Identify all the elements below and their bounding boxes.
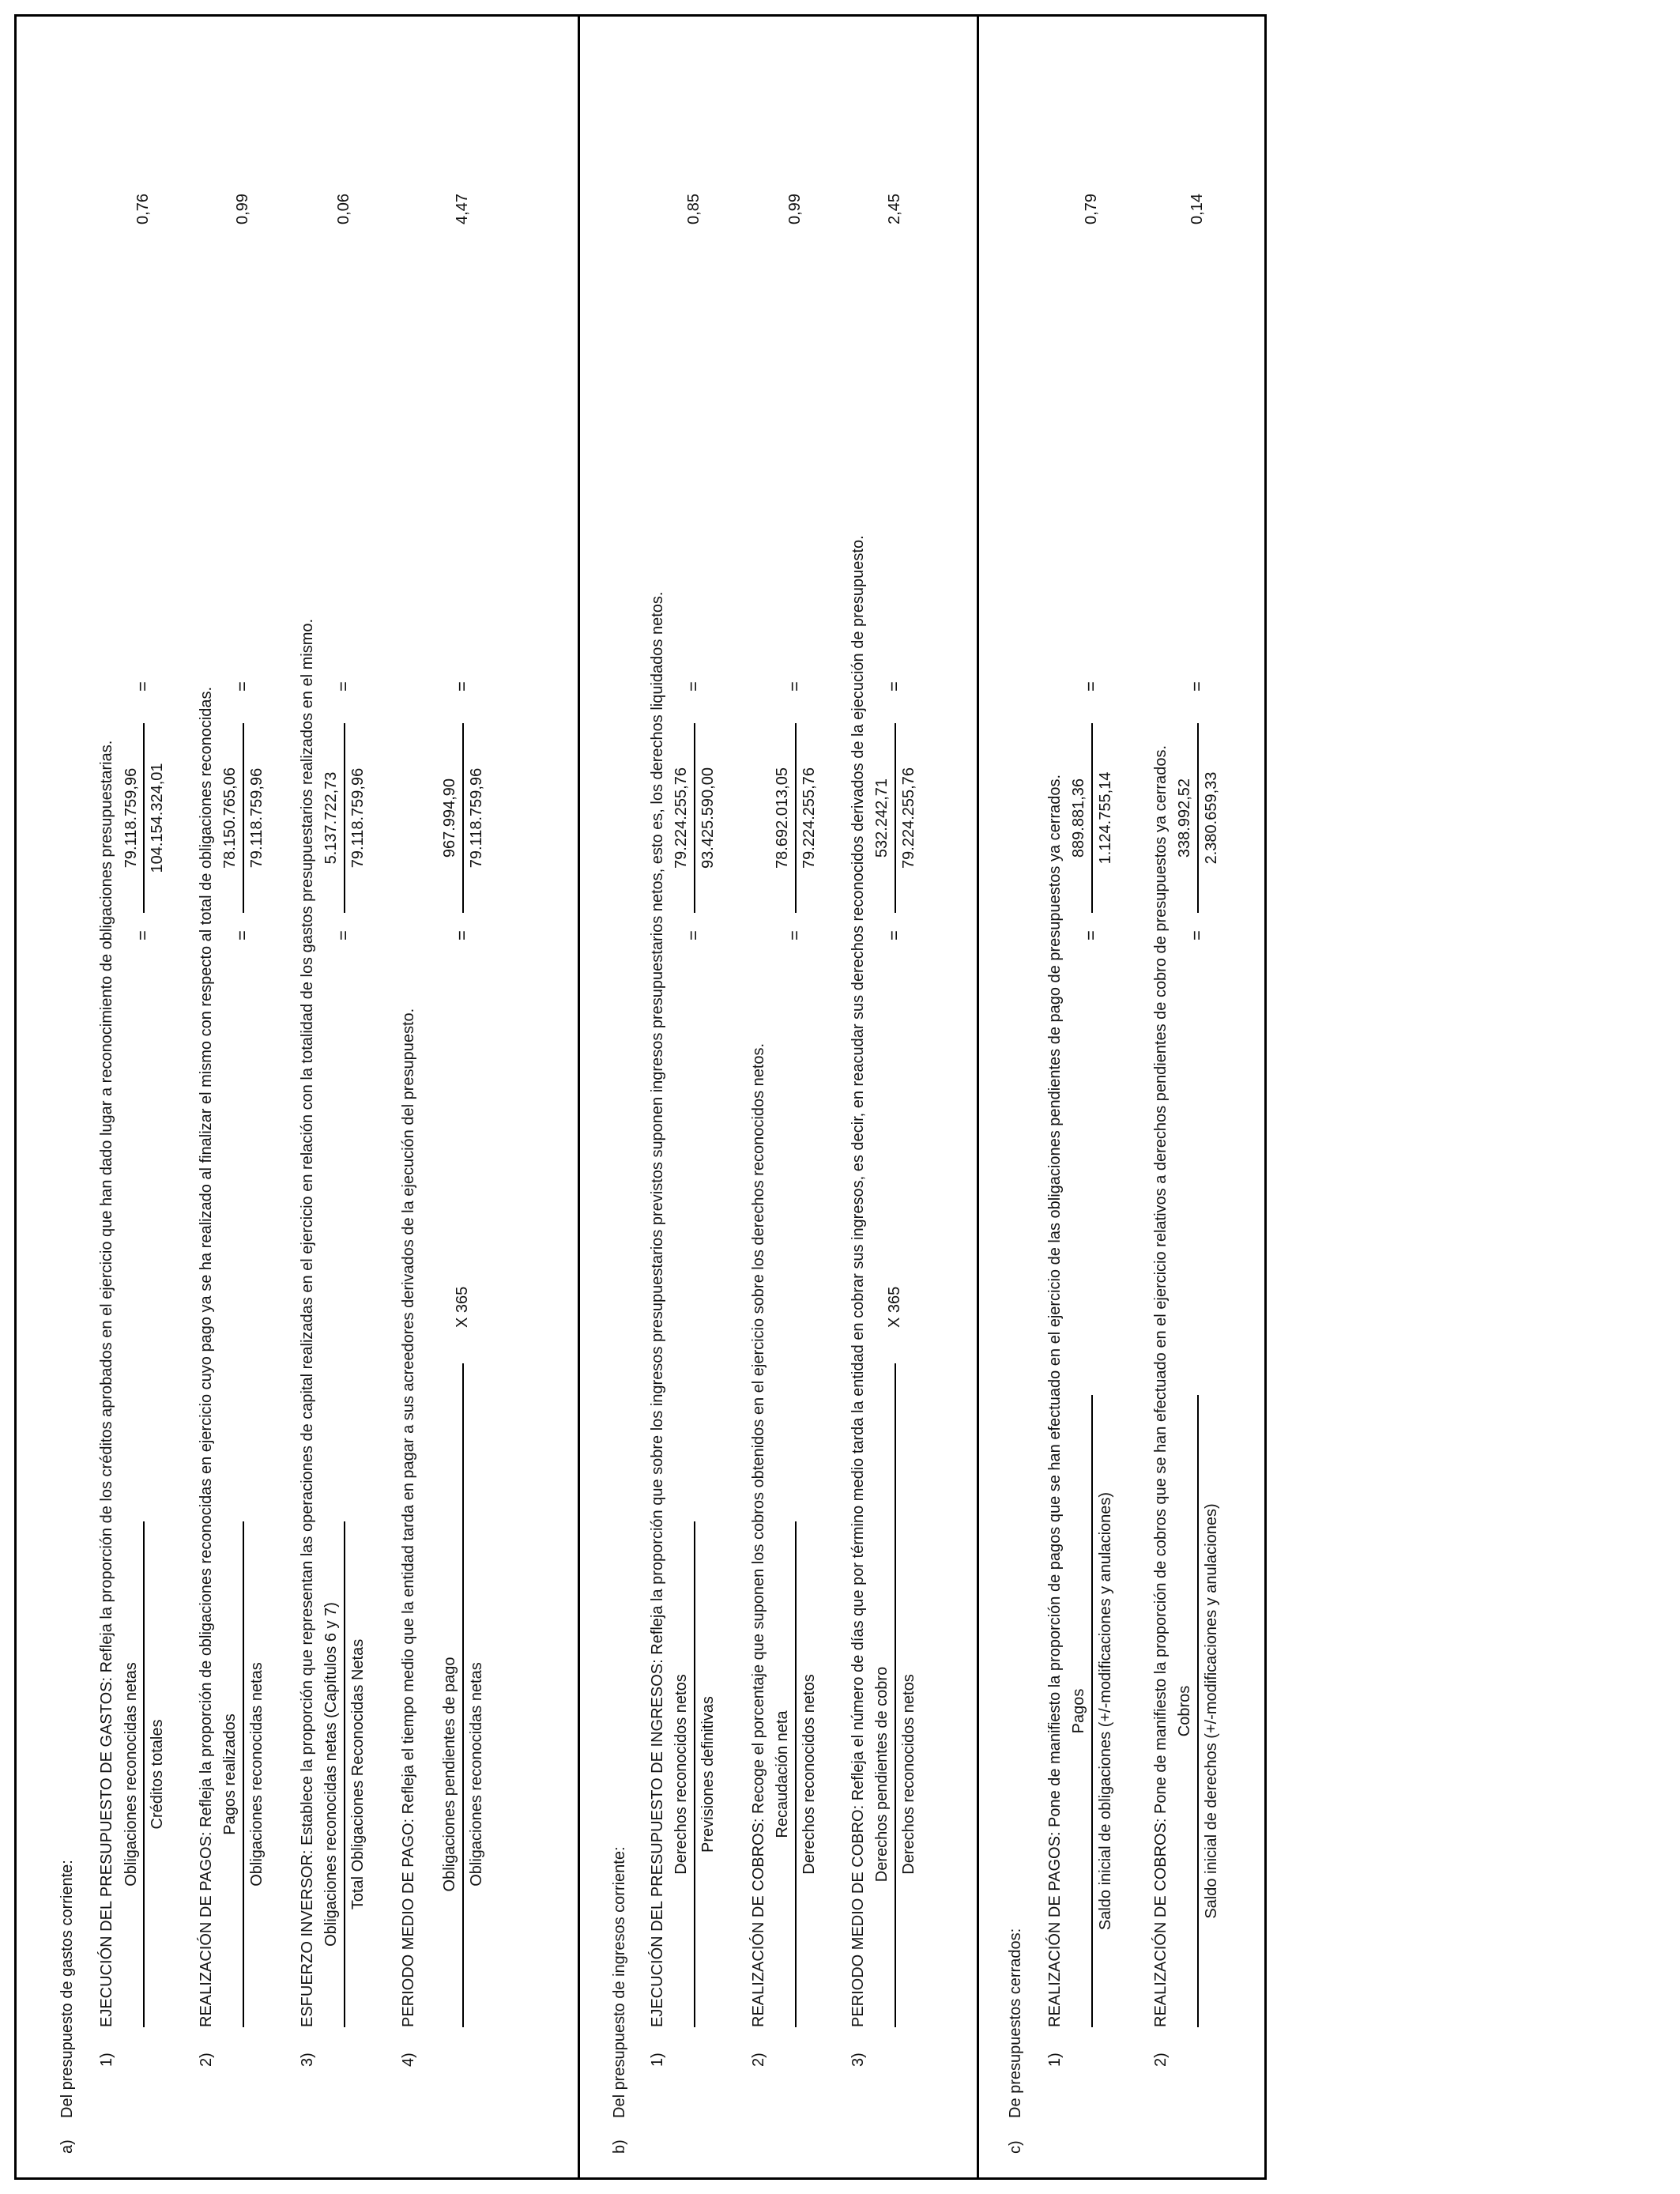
section-letter: c) (1007, 2140, 1024, 2154)
numerator-label: Obligaciones reconocidas netas (122, 1662, 140, 1887)
result-value: 2,45 (886, 194, 903, 224)
item-title: EJECUCIÓN DEL PRESUPUESTO DE GASTOS: Refleja la proporción de los créditos aprobados en el ejercicio que han dado lugar a reconocimiento de obligaciones presupuestarias. (98, 740, 115, 2027)
fraction-line (143, 1521, 145, 2027)
section-heading: Del presupuesto de gastos corriente: (58, 1860, 76, 2118)
numerator-value: 78.692.013,05 (774, 767, 791, 869)
numerator-value: 967.994,90 (441, 778, 458, 858)
section-letter: b) (611, 2139, 628, 2154)
fraction-line (1197, 723, 1199, 913)
equals-sign: = (232, 681, 252, 692)
result-value: 4,47 (454, 194, 471, 224)
fraction-line (694, 1521, 695, 2027)
item-number: 2) (750, 2053, 767, 2067)
equals-sign: = (333, 681, 353, 692)
numerator-label: Pagos (1070, 1688, 1087, 1734)
equals-sign: = (133, 930, 153, 941)
denominator-value: 2.380.659,33 (1203, 771, 1220, 865)
result-value: 0,85 (685, 194, 703, 224)
item-title: EJECUCIÓN DEL PRESUPUESTO DE INGRESOS: Refleja la proporción que sobre los ingresos presupuestarios previstos suponen ingresos presupuestarios netos, esto es, los derechos liquidados netos. (649, 591, 666, 2027)
equals-sign: = (232, 930, 252, 941)
equals-sign: = (452, 681, 472, 692)
denominator-value: 93.425.590,00 (699, 767, 717, 869)
fraction-line (462, 723, 464, 913)
denominator-label: Saldo inicial de derechos (+/-modificaciones y anulaciones) (1203, 1503, 1220, 1919)
denominator-label: Créditos totales (149, 1719, 166, 1830)
equals-sign: = (1187, 930, 1207, 941)
item-title: PERIODO MEDIO DE COBRO: Refleja el número de días que por término medio tarda la entidad en cobrar sus ingresos, es decir, en reacudar sus derechos reconocidos derivados de la ejecución de presupuesto. (849, 535, 867, 2027)
result-value: 0,99 (234, 194, 251, 224)
section-heading: De presupuestos cerrados: (1007, 1928, 1024, 2118)
equals-sign: = (684, 930, 703, 941)
numerator-value: 338.992,52 (1176, 778, 1193, 858)
denominator-value: 79.118.759,96 (248, 767, 266, 869)
multiplier: X 365 (454, 1286, 471, 1328)
fraction-line (1091, 723, 1093, 913)
fraction-line (462, 1363, 464, 2027)
denominator-label: Total Obligaciones Reconocidas Netas (349, 1638, 367, 1910)
result-value: 0,76 (134, 194, 152, 224)
fraction-line (694, 723, 695, 913)
item-title: REALIZACIÓN DE PAGOS: Refleja la proporción de obligaciones reconocidas en ejercicio cuyo pago ya se ha realizado al finalizar el mismo con respecto al total de obligaciones reconocidas. (198, 686, 215, 2027)
result-value: 0,79 (1083, 194, 1100, 224)
equals-sign: = (785, 930, 804, 941)
denominator-value: 79.224.255,76 (900, 767, 917, 869)
section-ingresos-corriente (578, 17, 977, 2177)
denominator-label: Obligaciones reconocidas netas (248, 1662, 266, 1887)
item-title: REALIZACIÓN DE PAGOS: Pone de manifiesto la proporción de pagos que se han efectuado en el ejercicio de las obligaciones pendientes de pago de presupuestos ya cerrados. (1046, 774, 1064, 2027)
item-title: PERIODO MEDIO DE PAGO: Refleja el tiempo medio que la entidad tarda en pagar a sus acreedores derivados de la ejecución del presupuesto. (400, 1008, 417, 2027)
fraction-line (344, 723, 345, 913)
item-number: 1) (649, 2053, 666, 2067)
numerator-label: Derechos pendientes de cobro (873, 1666, 891, 1883)
numerator-label: Pagos realizados (221, 1713, 239, 1835)
equals-sign: = (785, 681, 804, 692)
fraction-line (344, 1521, 345, 2027)
equals-sign: = (884, 930, 904, 941)
item-number: 1) (1046, 2053, 1064, 2067)
numerator-value: 79.118.759,96 (122, 767, 140, 869)
multiplier: X 365 (886, 1286, 903, 1328)
section-gastos-corriente (17, 17, 578, 2177)
numerator-value: 889.881,36 (1070, 778, 1087, 858)
item-number: 3) (299, 2053, 316, 2067)
numerator-label: Obligaciones reconocidas netas (Capítulos 6 y 7) (322, 1602, 340, 1947)
numerator-value: 5.137.722,73 (322, 771, 340, 865)
fraction-line (795, 723, 797, 913)
numerator-label: Recaudación neta (774, 1710, 791, 1838)
item-number: 2) (198, 2053, 215, 2067)
equals-sign: = (452, 930, 472, 941)
denominator-value: 104.154.324,01 (149, 763, 166, 873)
denominator-label: Saldo inicial de obligaciones (+/-modificaciones y anulaciones) (1097, 1491, 1114, 1931)
denominator-label: Derechos reconocidos netos (800, 1674, 818, 1875)
result-value: 0,06 (335, 194, 352, 224)
equals-sign: = (133, 681, 153, 692)
fraction-line (1091, 1395, 1093, 2027)
fraction-line (895, 723, 896, 913)
item-number: 3) (849, 2053, 867, 2067)
section-heading: Del presupuesto de ingresos corriente: (611, 1846, 628, 2118)
result-value: 0,14 (1188, 194, 1206, 224)
item-title: ESFUERZO INVERSOR: Establece la proporción que representan las operaciones de capital realizadas en el ejercicio en relación con la totalidad de los gastos presupuestarios realizados en el mismo. (299, 618, 316, 2027)
denominator-label: Obligaciones reconocidas netas (468, 1662, 485, 1887)
equals-sign: = (1187, 681, 1207, 692)
denominator-label: Derechos reconocidos netos (900, 1674, 917, 1875)
denominator-value: 1.124.755,14 (1097, 771, 1114, 865)
denominator-value: 79.224.255,76 (800, 767, 818, 869)
result-value: 0,99 (786, 194, 804, 224)
numerator-value: 532.242,71 (873, 778, 891, 858)
item-title: REALIZACIÓN DE COBROS: Recoge el porcentaje que suponen los cobros obtenidos en el ejercicio sobre los derechos reconocidos netos. (750, 1042, 767, 2027)
indicators-frame (14, 14, 1267, 2180)
fraction-line (795, 1521, 797, 2027)
fraction-line (1197, 1395, 1199, 2027)
numerator-label: Obligaciones pendientes de pago (441, 1657, 458, 1892)
numerator-value: 78.150.765,06 (221, 767, 239, 869)
section-presupuestos-cerrados (977, 17, 1269, 2177)
denominator-value: 79.118.759,96 (468, 767, 485, 869)
fraction-line (143, 723, 145, 913)
item-number: 4) (400, 2053, 417, 2067)
item-number: 2) (1152, 2053, 1170, 2067)
equals-sign: = (884, 681, 904, 692)
item-title: REALIZACIÓN DE COBROS: Pone de manifiesto la proporción de cobros que se han efectuado en el ejercicio relativos a derechos pendientes de cobro de presupuestos ya cerrados. (1152, 745, 1170, 2027)
denominator-label: Previsiones definitivas (699, 1696, 717, 1853)
equals-sign: = (333, 930, 353, 941)
fraction-line (243, 1521, 244, 2027)
denominator-value: 79.118.759,96 (349, 767, 367, 869)
numerator-value: 79.224.255,76 (672, 767, 690, 869)
equals-sign: = (1081, 930, 1101, 941)
item-number: 1) (98, 2053, 115, 2067)
fraction-line (243, 723, 244, 913)
equals-sign: = (684, 681, 703, 692)
section-letter: a) (58, 2139, 76, 2154)
numerator-label: Derechos reconocidos netos (672, 1674, 690, 1875)
numerator-label: Cobros (1176, 1685, 1193, 1737)
fraction-line (895, 1363, 896, 2027)
equals-sign: = (1081, 681, 1101, 692)
